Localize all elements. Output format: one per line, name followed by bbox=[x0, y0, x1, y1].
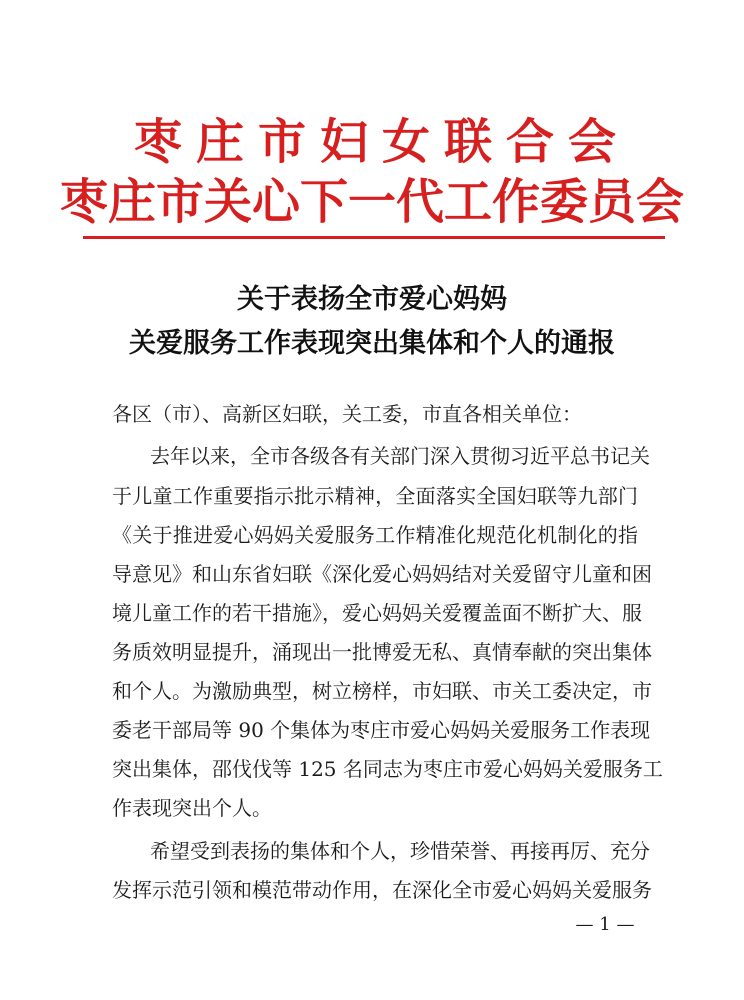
paragraph-line: 去年以来，全市各级各有关部门深入贯彻习近平总书记关 bbox=[150, 444, 650, 468]
paragraph-line: 发挥示范引领和模范带动作用，在深化全市爱心妈妈关爱服务 bbox=[112, 878, 652, 902]
paragraph-line: 务质效明显提升，涌现出一批博爱无私、真情奉献的突出集体 bbox=[112, 640, 652, 664]
paragraph-line: 和个人。为激励典型，树立榜样，市妇联、市关工委决定，市 bbox=[112, 679, 652, 703]
paragraph-line: 于儿童工作重要指示批示精神，全面落实全国妇联等九部门 bbox=[112, 484, 638, 508]
paragraph-line: 委老干部局等 90 个集体为枣庄市爱心妈妈关爱服务工作表现 bbox=[112, 718, 651, 742]
salutation: 各区（市）、高新区妇联，关工委，市直各相关单位： bbox=[112, 402, 582, 426]
paragraph-line: 作表现突出个人。 bbox=[112, 796, 272, 820]
paragraph-line: 突出集体，邵伐伐等 125 名同志为枣庄市爱心妈妈关爱服务工 bbox=[112, 757, 663, 781]
document-title-line-1: 关于表扬全市爱心妈妈 bbox=[237, 284, 507, 315]
paragraph-line: 希望受到表扬的集体和个人，珍惜荣誉、再接再厉、充分 bbox=[150, 839, 650, 863]
page-number: — 1 — bbox=[575, 914, 635, 935]
paragraph-line: 导意见》和山东省妇联《深化爱心妈妈结对关爱留守儿童和困 bbox=[112, 562, 652, 586]
issuer-next-generation-committee: 枣庄市关心下一代工作委员会 bbox=[59, 174, 684, 230]
paragraph-line: 《关于推进爱心妈妈关爱服务工作精准化规范化机制化的指 bbox=[112, 523, 638, 547]
paragraph-line: 境儿童工作的若干措施》，爱心妈妈关爱覆盖面不断扩大、服 bbox=[112, 601, 642, 625]
red-header-rule bbox=[83, 236, 665, 239]
issuer-women-federation: 枣庄市妇女联合会 bbox=[133, 114, 630, 170]
document-title-line-2: 关爱服务工作表现突出集体和个人的通报 bbox=[129, 328, 615, 359]
